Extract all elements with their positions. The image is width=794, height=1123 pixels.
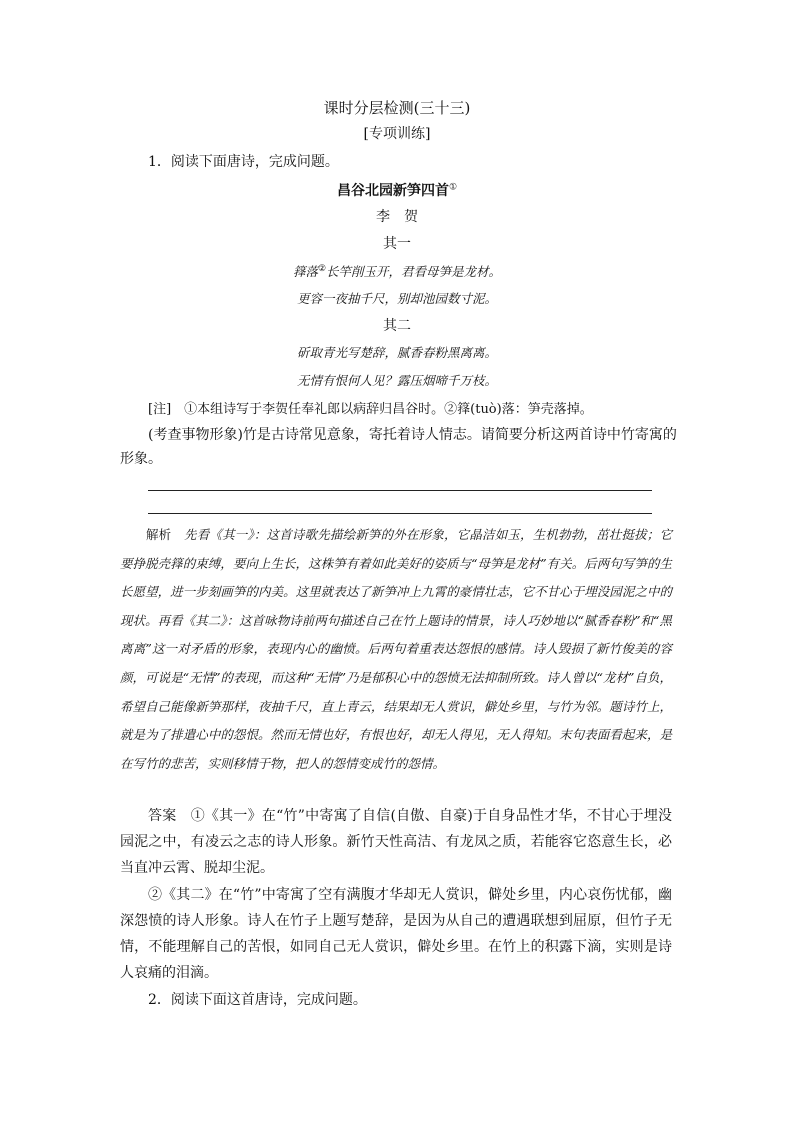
analysis-label: 解析	[146, 527, 172, 542]
answer-paragraph-2: ②《其二》在“竹”中寄寓了空有满腹才华却无人赏识，僻处乡里，内心哀伤忧郁，幽深怨愤的诗人形象。诗人在竹子上题写楚辞，是因为从自己的遭遇联想到屈原，但竹子无情，不能理解自己的苦恨，如同自己无人赏识，僻处乡里。在竹上的积露下滴，实则是诗人哀痛的泪滴。	[120, 887, 672, 981]
verse-text-a: 箨落	[292, 264, 318, 279]
poem-title-footnote: ①	[448, 182, 458, 193]
poem-part-2-line-2: 无情有恨何人见？露压烟啼千万枝。	[296, 373, 497, 388]
question-1-stem: 1．阅读下面唐诗，完成问题。	[148, 154, 339, 170]
poem-part-2-heading: 其二	[383, 318, 411, 334]
answer-blank-line-2	[148, 513, 652, 514]
verse-text-b: 长竿削玉开，君看母笋是龙材。	[326, 264, 502, 279]
page-title: 课时分层检测(三十三)	[323, 99, 471, 117]
poem-part-1-line-2: 更容一夜抽千尺，别却池园数寸泥。	[296, 291, 497, 306]
analysis-text: 先看《其一》：这首诗歌先描绘新笋的外在形象，它晶洁如玉，生机勃勃，茁壮挺拔；它要挣脱壳箨的束缚，要向上生长，这株笋有着如此美好的姿质与“母笋是龙材”有关。后两句写笋的生长愿望，进一步刻画笋的内美。这里就表达了新笋冲上九霄的豪情壮志，它不甘心于埋没园泥之中的现状。再看《其二》：这首咏物诗前两句描述自己在竹上题诗的情景，诗人巧妙地以“腻香春粉”和“黑离离”这一对矛盾的形象，表现内心的幽愤。后两句着重表达怨恨的感情。诗人毁损了新竹俊美的容颜，可说是“无情”的表现，而这种“无情”乃是郁积心中的怨愤无法抑制所致。诗人曾以“龙材”自负，希望自己能像新笋那样，夜抽千尺，直上青云，结果却无人赏识，僻处乡里，与竹为邻。题诗竹上，就是为了排遣心中的怨恨。然而无情也好，有恨也好，却无人得见，无人得知。末句表面看起来，是在写竹的悲苦，实则移情于物，把人的怨情变成竹的怨情。	[120, 527, 672, 771]
poem-title-text: 昌谷北园新笋四首	[336, 183, 449, 199]
poem-author: 李贺	[376, 209, 432, 225]
footnotes: [注] ①本组诗写于李贺任奉礼郎以病辞归昌谷时。②箨(tuò)落：笋壳落掉。	[148, 402, 593, 417]
verse-footnote: ②	[317, 263, 327, 274]
question-2-stem: 2．阅读下面这首唐诗，完成问题。	[148, 992, 367, 1008]
poem-part-1-line-1	[0, 262, 794, 280]
poem-part-2-line-1: 斫取青光写楚辞，腻香春粉黑离离。	[296, 345, 497, 360]
answer-1-text: ①《其一》在“竹”中寄寓了自信(自傲、自豪)于自身品性才华，不甘心于埋没园泥之中，有凌云之志的诗人形象。新竹天性高洁、有龙凤之质，若能容它恣意生长，必当直冲云霄、脱却尘泥。	[120, 808, 672, 876]
section-subtitle: [专项训练]	[363, 126, 431, 142]
poem-part-1-heading: 其一	[383, 236, 411, 252]
answer-blank-line-1	[148, 490, 652, 491]
answer-paragraph-1	[120, 803, 672, 881]
poem-title	[0, 180, 794, 200]
question-prompt: (考查事物形象)竹是古诗常见意象，寄托着诗人情志。请简要分析这两首诗中竹寄寓的形象。	[120, 427, 677, 467]
answer-label: 答案	[148, 808, 177, 824]
analysis-paragraph	[120, 521, 672, 778]
